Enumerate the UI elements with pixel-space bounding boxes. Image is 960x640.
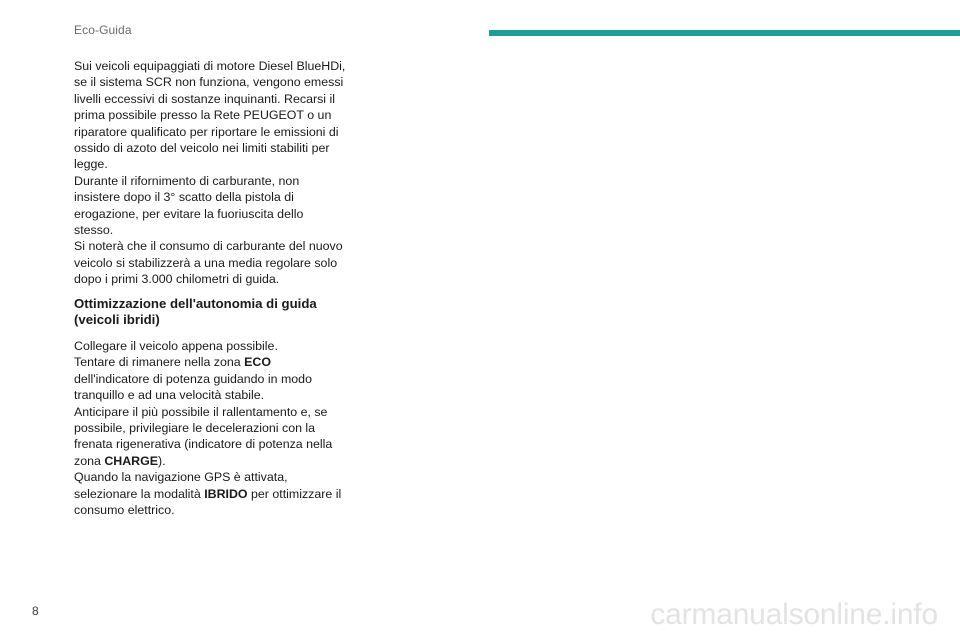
paragraph-refueling: Durante il rifornimento di carburante, non insistere dopo il 3° scatto della pistola di erogazione, per evitare la fuoriuscita dello stesso. [74, 173, 304, 238]
ibrido-keyword: IBRIDO [204, 486, 248, 501]
header-accent-bar [489, 30, 960, 36]
text-segment: per ottimizzare il consumo elettrico. [74, 486, 342, 517]
text-segment: Tentare di rimanere nella zona [74, 355, 245, 370]
section-title: Eco-Guida [74, 23, 132, 37]
text-segment: Quando la navigazione GPS è attivata, selezionare la modalità [74, 470, 288, 501]
page-number: 8 [32, 604, 39, 618]
text-segment: Anticipare il più possibile il rallentamento e, se possibile, privilegiare le decelerazioni con la frenata rigenerativa (indicatore di potenza nella zona [74, 404, 333, 468]
paragraph-regenerative-braking [74, 404, 346, 470]
text-segment: ). [158, 453, 166, 468]
paragraph-connect-vehicle: Collegare il veicolo appena possibile. [74, 338, 278, 353]
watermark: carmanualsonline.info [650, 598, 938, 631]
paragraph-fuel-consumption: Si noterà che il consumo di carburante del nuovo veicolo si stabilizzerà a una media regolare solo dopo i primi 3.000 chilometri di guida. [74, 239, 343, 287]
section-heading: Ottimizzazione dell'autonomia di guida (veicoli ibridi) [74, 295, 317, 328]
eco-keyword: ECO [244, 355, 271, 370]
text-segment: dell'indicatore di potenza guidando in modo tranquillo e ad una velocità stabile. [74, 371, 312, 403]
paragraph-gps-hybrid [74, 469, 346, 518]
paragraph-eco-zone [74, 354, 346, 403]
charge-keyword: CHARGE [104, 453, 159, 468]
page-content [74, 58, 346, 518]
paragraph-scr-warning: Sui veicoli equipaggiati di motore Diesel BlueHDi, se il sistema SCR non funziona, vengono emessi livelli eccessivi di sostanze inquinanti. Recarsi il prima possibile presso la Rete PEUGEOT o un riparatore qualificato per riportare le emissioni di ossido di azoto del veicolo nei limiti stabiliti per legge. [74, 59, 346, 172]
